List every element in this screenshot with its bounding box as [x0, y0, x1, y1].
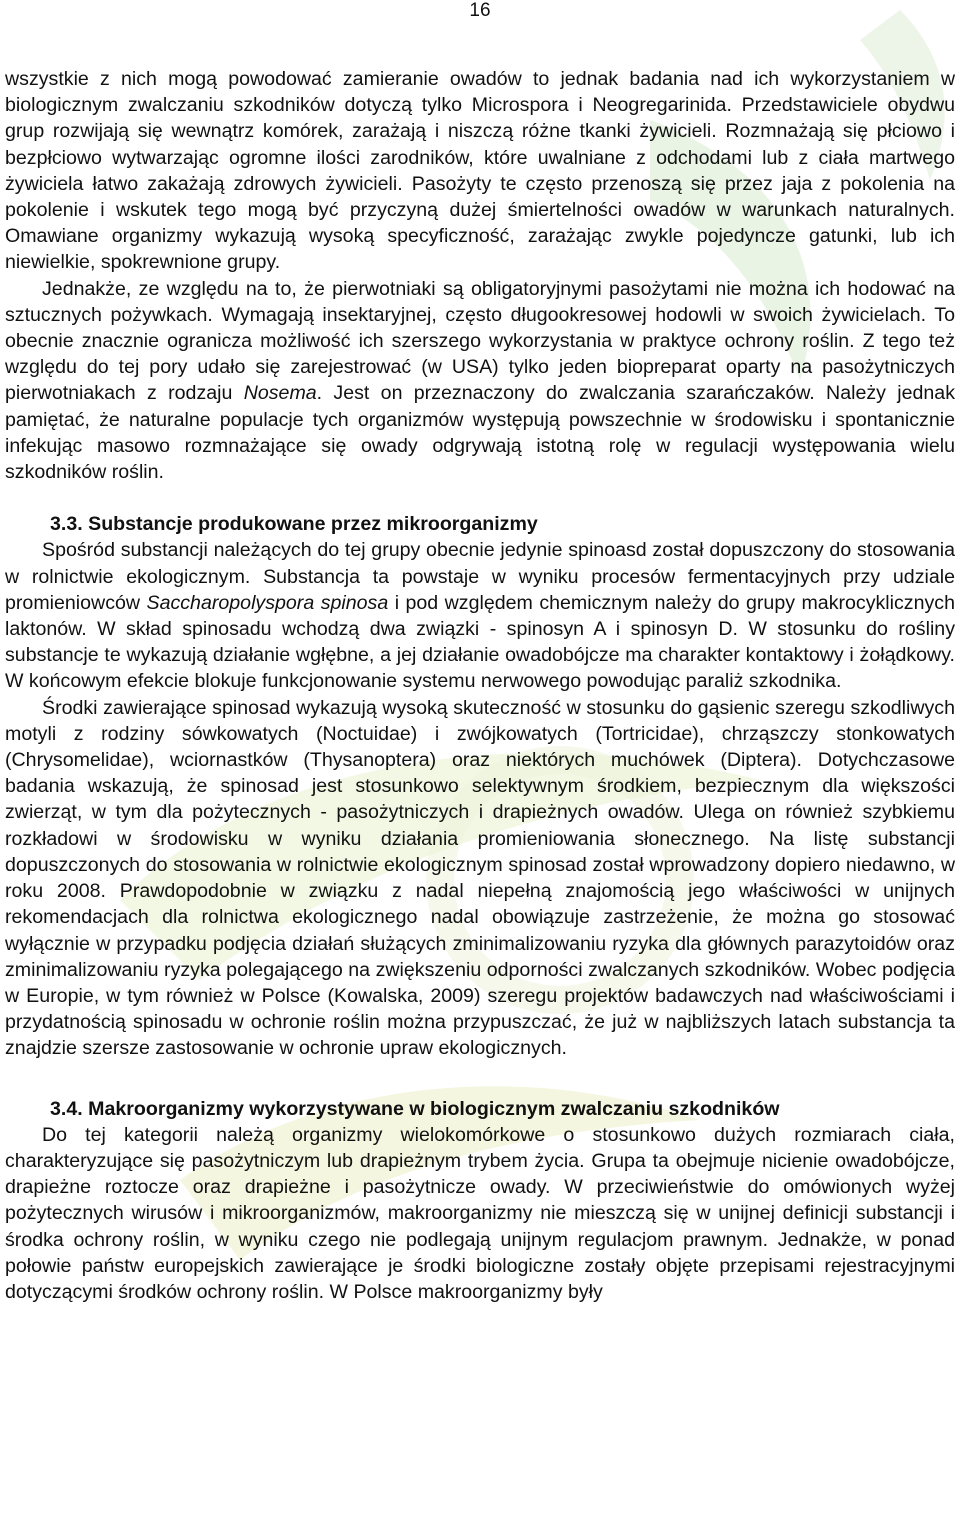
- paragraph-protozoa: wszystkie z nich mogą powodować zamieranie owadów to jednak badania nad ich wykorzystaniem w biologicznym zwalczaniu szkodników dotyczą tylko Microspora i Neogregarinida. Przedstawiciele obydwu grup rozwijają się wewnątrz komórek, zarażają i niszczą różne tkanki żywicieli. Rozmnażają się płciowo i bezpłciowo wytwarzając ogromne ilości zarodników, które uwalniane z odchodami lub z ciała martwego żywiciela łatwo zakażają zdrowych żywicieli. Pasożyty te często przenoszą się przez jaja z pokolenia na pokolenie i wskutek tego mogą być przyczyną dużej śmiertelności owadów w warunkach naturalnych. Omawiane organizmy wykazują wysoką specyficzność, zarażając zwykle pojedyncze gatunki, lub ich niewielkie, spokrewnione grupy.: [5, 68, 955, 274]
- page-number: 16: [469, 0, 491, 21]
- text-span: Jednakże, ze względu na to, że pierwotniaki są obligatoryjnymi pasożytami nie można ich hodować na sztucznych pożywkach. Wymagają insektaryjnej, często długookresowej hodowli w swoich żywicielach. To obecnie znacznie ogranicza możliwość ich szerszego wykorzystania w praktyce ochrony roślin. Z tego też względu do tej pory udało się zarejestrować (w USA) tylko jeden biopreparat oparty na pasożytniczych pierwotniakach z rodzaju: [5, 277, 955, 405]
- text-span: . Jest on przeznaczony do zwalczania szarańczaków. Należy jednak pamiętać, że naturalne populacje tych organizmów występują powszechnie w środowisku i spontanicznie infekując masowo rozmnażające się owady odgrywają istotną rolę w regulacji występowania wielu szkodników roślin.: [5, 382, 955, 484]
- section-heading-3-4: [5, 1096, 955, 1122]
- section-title: Makroorganizmy wykorzystywane w biologicznym zwalczaniu szkodników: [88, 1097, 780, 1120]
- section-number: 3.3.: [50, 513, 83, 536]
- genus-name: Nosema: [243, 382, 317, 405]
- section-number: 3.4.: [50, 1097, 83, 1120]
- species-name: Saccharopolyspora spinosa: [146, 591, 389, 614]
- paragraph-macroorganisms: Do tej kategorii należą organizmy wielokomórkowe o stosunkowo dużych rozmiarach ciała, charakteryzujące się pasożytniczym lub drapieżnym trybem życia. Grupa ta obejmuje nicienie owadobójcze, drapieżne roztocze oraz drapieżne i pasożytnicze owady. W przeciwieństwie do omówionych wyżej pożytecznych wirusów i mikroorganizmów, makroorganizmy nie mieszczą się w unijnej definicji substancji i środka ochrony roślin, w wyniku czego nie podlegają unijnym regulacjom prawnym. Jednakże, w ponad połowie państw europejskich zawierające je środki biologiczne zostały objęte przepisami rejestracyjnymi dotyczącymi środków ochrony roślin. W Polsce makroorganizmy były: [5, 1123, 955, 1303]
- spacer: [5, 485, 955, 511]
- paragraph-spinosad-intro: [5, 537, 955, 694]
- text-span: i pod względem chemicznym należy do grupy makrocyklicznych laktonów. W skład spinosadu wchodzą dwa związki - spinosyn A i spinosyn D. W stosunku do rośliny substancje te wykazują działanie wgłębne, a jej działanie owadobójcze ma charakter kontaktowy i żołądkowy. W końcowym efekcie blokuje funkcjonowanie systemu nerwowego powodując paraliż szkodnika.: [5, 591, 955, 693]
- spacer: [5, 1062, 955, 1096]
- section-heading-3-3: [5, 511, 955, 537]
- text-span: Spośród substancji należących do tej grupy obecnie jedynie spinoasd został dopuszczony do stosowania w rolnictwie ekologicznym. Substancja ta powstaje w wyniku procesów fermentacyjnych przy udziale promieniowców: [5, 539, 955, 614]
- document-body: [5, 66, 955, 1305]
- section-title: Substancje produkowane przez mikroorganizmy: [88, 513, 538, 536]
- paragraph-protozoa-limitations: [5, 276, 955, 486]
- paragraph-spinosad-efficacy: Środki zawierające spinosad wykazują wysoką skuteczność w stosunku do gąsienic szeregu szkodliwych motyli z rodziny sówkowatych (Noctuidae) i zwójkowatych (Tortricidae), chrząszczy stonkowatych (Chrysomelidae), wciornastków (Thysanoptera) oraz niektórych muchówek (Diptera). Dotychczasowe badania wskazują, że spinosad jest stosunkowo selektywnym środkiem, bezpiecznym dla większości zwierząt, w tym dla pożytecznych - pasożytniczych i drapieżnych owadów. Ulega on również szybkiemu rozkładowi w środowisku w wyniku działania promieniowania słonecznego. Na listę substancji dopuszczonych do stosowania w rolnictwie ekologicznym spinosad został wprowadzony dopiero niedawno, w roku 2008. Prawdopodobnie w związku z nadal niepełną znajomością jego właściwości w unijnych rekomendacjach dla rolnictwa ekologicznego nadal obowiązuje zastrzeżenie, że można go stosować wyłącznie w przypadku podjęcia działań służących zminimalizowaniu ryzyka dla głównych parazytoidów oraz zminimalizowaniu ryzyka polegającego na zwiększeniu odporności zwalczanych szkodników. Wobec podjęcia w Europie, w tym również w Polsce (Kowalska, 2009) szeregu projektów badawczych nad właściwościami i przydatnością spinosadu w ochronie roślin można przypuszczać, że już w najbliższych latach substancja ta znajdzie szersze zastosowanie w ochronie upraw ekologicznych.: [5, 696, 955, 1060]
